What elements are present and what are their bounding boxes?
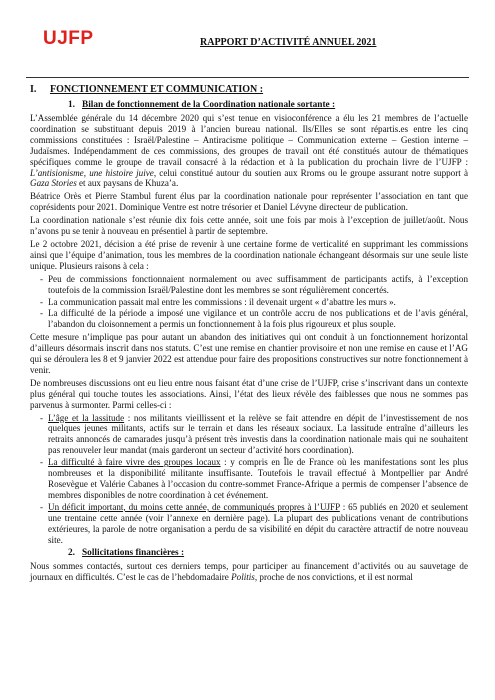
paragraph-discussions: De nombreuses discussions ont eu lieu entre nous faisant état d’une crise de l’UJFP, crise s’inscrivant dans un contexte plus général qui touche toutes les associations. Ainsi, l’état des lieux révèle des faiblesses que nous ne sommes pas parvenus à surmonter. Parmi celles-ci : [30, 377, 468, 410]
subsection-number: 1. [68, 100, 75, 110]
text-run: , celui constitué autour du soutien aux Rroms ou le groupe assurant notre support à [153, 167, 468, 178]
project-title: Gaza Stories [30, 178, 77, 189]
item-lead: Un déficit important, du moins cette année, de communiqués propres à l’UJFP [48, 501, 340, 512]
subsection-title: Bilan de fonctionnement de la Coordination nationale sortante : [82, 100, 336, 110]
section-number: I. [30, 84, 37, 95]
paragraph-sollicitations [30, 561, 468, 583]
list-item: - Peu de commissions fonctionnaient normalement ou avec suffisamment de participants actifs, à l’exception toutefois de la commission Israël/Palestine dont les membres se sont régulièrement concertés. [48, 274, 468, 296]
paragraph-mesure: Cette mesure n’implique pas pour autant un abandon des initiatives qui ont conduit à un fonctionnement horizontal d’ailleurs désormais inscrit dans nos statuts. C’est une remise en chantier provisoire et non une remise en cause et l’AG qui se déroulera les 8 et 9 janvier 2022 est attendue pour faire des propositions constructives sur notre fonctionnement à venir. [30, 332, 468, 375]
item-text: : 65 publiés en 2020 et seulement une trentaine cette année (voir l’annexe en dernière page). La plupart des publications venant de contributions extérieures, la parole de notre organisation a perdu de sa visibilité en dépit du caractère attractif de notre nouveau site. [48, 501, 468, 545]
subsection-number: 2. [68, 548, 75, 559]
paragraph-assemblee [30, 113, 468, 189]
text-run: Nous sommes contactés, surtout ces derniers temps, pour participer au financement d’activités ou au sauvetage de journaux en difficultés. C’est le cas de l’hebdomadaire [30, 561, 468, 583]
book-title: L’antisionisme, une histoire juive [30, 167, 154, 178]
ujfp-logo: UJFP [43, 28, 94, 49]
section-heading [30, 84, 468, 96]
text-run: L’Assemblée générale du 14 décembre 2020 qui s’est tenue en visioconférence a élu les 21 membres de l’actuelle coordination se substituant depuis 2019 à l’ancien bureau national. Ils/Elles se sont répartis.es entre les cinq commissions constituées : Israël/Palestine – Antiracisme politique – Communication externe – Gestion interne – Judaïsmes. Indépendamment de ces commissions, des groupes de travail ont été constitués autour de thématiques spécifiques comme le groupe de travail consacré à la rédaction et à la publication du prochain livre de l’UJFP : [30, 113, 468, 167]
header-divider [26, 77, 469, 78]
paragraph-coprésidents: Béatrice Orès et Pierre Stambul furent élus par la coordination nationale pour représenter l’association en tant que coprésidents pour 2021. Dominique Ventre est notre trésorier et Daniel Lévyne directeur de publication. [30, 191, 468, 213]
item-lead: L’âge et la lassitude [48, 412, 125, 423]
list-item [48, 502, 468, 546]
report-title: RAPPORT D’ACTIVITÉ ANNUEL 2021 [200, 37, 377, 48]
item-text: : y compris en Île de France où les manifestations sont les plus nombreuses et la disponibilité militante insuffisante. Toutefois le travail effectué à Montpellier par André Rosevègue et Valérie Cabanes à l’occasion du contre-sommet France-Afrique a permis de compenser l’absence de membres disponibles de notre coordination à cet événement. [48, 457, 469, 500]
document-body [30, 84, 468, 585]
subsection-title: Sollicitations financières : [82, 548, 185, 559]
section-title: FONCTIONNEMENT ET COMMUNICATION : [50, 84, 264, 95]
paragraph-reunions: La coordination nationale s’est réunie dix fois cette année, soit une fois par mois à l’exception de juillet/août. Nous n’avons pu se tenir à nouveau en présentiel à partir de septembre. [30, 215, 468, 237]
list-item [48, 413, 468, 457]
text-run: et aux paysans de Khuza’a. [76, 178, 179, 189]
list-item: - La communication passait mal entre les commissions : il devenait urgent « d’abattre les murs ». [48, 297, 468, 308]
newspaper-title: Politis [231, 572, 255, 583]
subsection-heading-1 [68, 100, 468, 111]
text-run: , proche de nos convictions, et il est normal [254, 572, 413, 583]
item-text: : nos militants vieillissent et la relève se fait attendre en dépit de l’investissement de nos quelques jeunes militants, actifs sur le terrain et dans les réseaux sociaux. La lassitude entraîne d’ailleurs les retraits annoncés de camarades jusqu’à présent très investis dans la coordination nationale mais qui ne souhaitent pas renouveler leur mandat (mais garderont un secteur d’activité hors coordination). [48, 412, 468, 456]
reasons-list [30, 274, 468, 331]
item-lead: La difficulté à faire vivre des groupes locaux [48, 457, 221, 468]
list-item [48, 457, 468, 501]
weaknesses-list [30, 413, 468, 546]
subsection-heading-2 [68, 548, 468, 559]
list-item: - La difficulté de la période a imposé une vigilance et un contrôle accru de nos publications et de l’avis général, l’abandon du cloisonnement a permis un fonctionnement à la fois plus rigoureux et plus souple. [48, 308, 468, 330]
paragraph-decision: Le 2 octobre 2021, décision a été prise de revenir à une certaine forme de verticalité en supprimant les commissions ainsi que l’équipe d’animation, tous les membres de la coordination nationale échangeant désormais sur une seule liste unique. Plusieurs raisons à cela : [30, 238, 468, 271]
